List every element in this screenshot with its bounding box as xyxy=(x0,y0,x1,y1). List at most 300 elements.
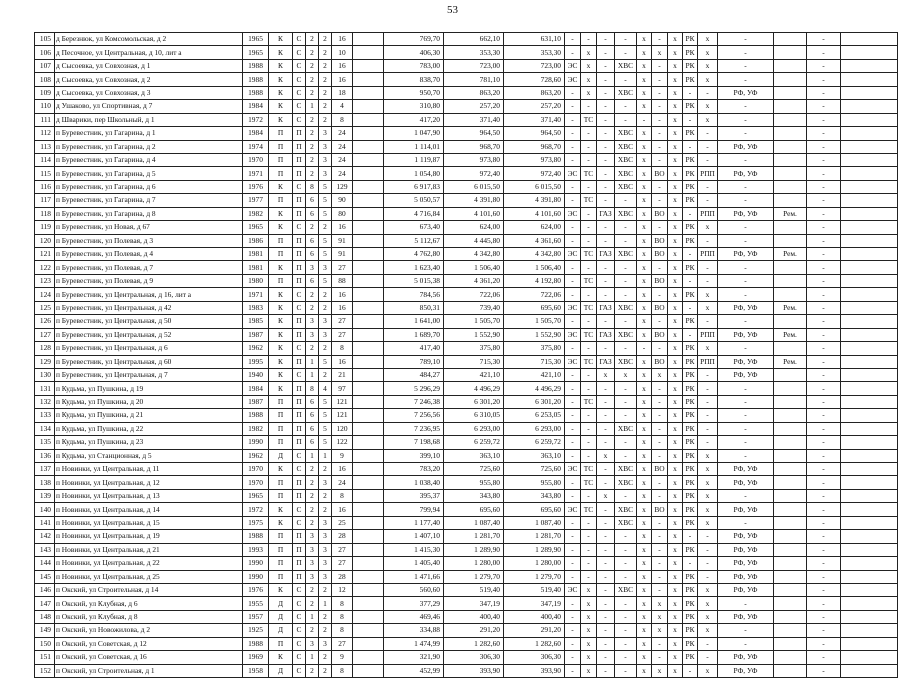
cell-empty xyxy=(841,409,898,422)
cell-c3: - xyxy=(597,33,615,46)
cell-fl2: 90 xyxy=(332,194,353,207)
cell-s3: 421,10 xyxy=(504,368,565,381)
cell-s2: 4 445,80 xyxy=(444,234,504,247)
cell-c8: - xyxy=(683,301,698,314)
cell-empty xyxy=(841,59,898,72)
cell-c6: - xyxy=(652,100,668,113)
cell-c1: - xyxy=(565,597,581,610)
cell-no: 151 xyxy=(35,651,55,664)
cell-s2: 1 281,70 xyxy=(444,530,504,543)
cell-c10: - xyxy=(718,597,774,610)
cell-c3: х xyxy=(597,449,615,462)
cell-a: С xyxy=(293,651,306,664)
cell-c10: - xyxy=(718,436,774,449)
cell-c12: - xyxy=(807,570,841,583)
cell-c12: - xyxy=(807,180,841,193)
cell-s2: 4 342,80 xyxy=(444,248,504,261)
cell-c9: х xyxy=(698,449,718,462)
cell-c3: - xyxy=(597,315,615,328)
cell-c4: - xyxy=(615,288,637,301)
cell-s3: 624,00 xyxy=(504,221,565,234)
cell-s1: 673,40 xyxy=(384,221,444,234)
cell-c1: - xyxy=(565,33,581,46)
cell-no: 118 xyxy=(35,207,55,220)
cell-c1: - xyxy=(565,86,581,99)
cell-c3: - xyxy=(597,664,615,677)
cell-addr: д Сысоевка, ул Совхозная, д 1 xyxy=(55,59,243,72)
cell-c10: - xyxy=(718,221,774,234)
cell-a: С xyxy=(293,221,306,234)
cell-c9: х xyxy=(698,489,718,502)
cell-addr: п Кудьма, ул Пушкина, д 20 xyxy=(55,395,243,408)
cell-empty xyxy=(353,610,384,623)
cell-empty xyxy=(353,140,384,153)
cell-a: С xyxy=(293,180,306,193)
cell-c1: ЭС xyxy=(565,328,581,341)
cell-c5: х xyxy=(637,610,652,623)
cell-en: 5 xyxy=(319,234,332,247)
cell-a: С xyxy=(293,503,306,516)
cell-c9: - xyxy=(698,651,718,664)
cell-c1: - xyxy=(565,409,581,422)
cell-year: 1965 xyxy=(243,221,269,234)
cell-a: П xyxy=(293,409,306,422)
cell-wall: Д xyxy=(269,597,293,610)
cell-wall: К xyxy=(269,261,293,274)
cell-empty xyxy=(353,624,384,637)
cell-empty xyxy=(841,127,898,140)
cell-empty xyxy=(353,651,384,664)
cell-c12: - xyxy=(807,557,841,570)
cell-en: 2 xyxy=(319,489,332,502)
cell-s3: 1 280,00 xyxy=(504,557,565,570)
cell-empty xyxy=(353,261,384,274)
cell-s3: 353,30 xyxy=(504,46,565,59)
cell-empty xyxy=(353,543,384,556)
cell-c9: - xyxy=(698,140,718,153)
table-row xyxy=(35,395,898,408)
cell-c3: - xyxy=(597,409,615,422)
cell-en: 2 xyxy=(319,86,332,99)
cell-c10: - xyxy=(718,516,774,529)
cell-c9: х xyxy=(698,301,718,314)
cell-empty xyxy=(841,489,898,502)
cell-fl: 6 xyxy=(306,194,319,207)
cell-fl: 2 xyxy=(306,597,319,610)
cell-c4: - xyxy=(615,382,637,395)
cell-c4: - xyxy=(615,73,637,86)
cell-c7: х xyxy=(668,342,683,355)
cell-c8: - xyxy=(683,664,698,677)
cell-fl2: 16 xyxy=(332,288,353,301)
cell-c2: - xyxy=(581,100,597,113)
cell-no: 135 xyxy=(35,436,55,449)
cell-s2: 291,20 xyxy=(444,624,504,637)
cell-c11 xyxy=(774,180,807,193)
cell-c5: х xyxy=(637,73,652,86)
cell-c9: х xyxy=(698,664,718,677)
cell-s1: 838,70 xyxy=(384,73,444,86)
cell-en: 2 xyxy=(319,664,332,677)
cell-c7: х xyxy=(668,288,683,301)
cell-c1: - xyxy=(565,288,581,301)
cell-wall: К xyxy=(269,100,293,113)
cell-empty xyxy=(841,221,898,234)
cell-fl: 3 xyxy=(306,570,319,583)
cell-year: 1983 xyxy=(243,301,269,314)
cell-c3: - xyxy=(597,342,615,355)
cell-fl2: 16 xyxy=(332,355,353,368)
cell-s2: 1 506,40 xyxy=(444,261,504,274)
cell-c3: - xyxy=(597,516,615,529)
cell-wall: П xyxy=(269,436,293,449)
cell-en: 1 xyxy=(319,597,332,610)
cell-empty xyxy=(353,516,384,529)
cell-c10: - xyxy=(718,409,774,422)
cell-addr: п Буревестник, ул Гагарина, д 2 xyxy=(55,140,243,153)
cell-s3: 715,30 xyxy=(504,355,565,368)
cell-empty xyxy=(353,597,384,610)
cell-c9: х xyxy=(698,476,718,489)
cell-a: С xyxy=(293,301,306,314)
cell-s1: 1 474,99 xyxy=(384,637,444,650)
cell-empty xyxy=(353,368,384,381)
cell-no: 110 xyxy=(35,100,55,113)
cell-fl: 2 xyxy=(306,503,319,516)
cell-no: 108 xyxy=(35,73,55,86)
cell-addr: п Новинки, ул Центральная, д 15 xyxy=(55,516,243,529)
table-row xyxy=(35,315,898,328)
cell-fl2: 9 xyxy=(332,651,353,664)
cell-fl: 2 xyxy=(306,33,319,46)
table-row xyxy=(35,221,898,234)
cell-c4: х xyxy=(615,368,637,381)
cell-en: 2 xyxy=(319,221,332,234)
cell-a: С xyxy=(293,637,306,650)
cell-fl: 2 xyxy=(306,664,319,677)
cell-c5: х xyxy=(637,422,652,435)
cell-c2: - xyxy=(581,315,597,328)
cell-c12: - xyxy=(807,86,841,99)
cell-addr: д Сысоевка, ул Совхозная, д 3 xyxy=(55,86,243,99)
cell-c5: х xyxy=(637,409,652,422)
cell-fl: 1 xyxy=(306,355,319,368)
cell-year: 1988 xyxy=(243,73,269,86)
cell-en: 5 xyxy=(319,194,332,207)
cell-c3: ГАЗ xyxy=(597,328,615,341)
cell-no: 152 xyxy=(35,664,55,677)
cell-c9: - xyxy=(698,274,718,287)
cell-empty xyxy=(353,288,384,301)
cell-c8: РК xyxy=(683,597,698,610)
cell-c5: х xyxy=(637,86,652,99)
cell-addr: п Новинки, ул Центральная, д 22 xyxy=(55,557,243,570)
cell-c10: РФ, УФ xyxy=(718,570,774,583)
cell-c8: РК xyxy=(683,33,698,46)
cell-c11 xyxy=(774,315,807,328)
cell-empty xyxy=(841,463,898,476)
cell-fl2: 24 xyxy=(332,127,353,140)
cell-c3: - xyxy=(597,86,615,99)
cell-en: 3 xyxy=(319,167,332,180)
cell-a: П xyxy=(293,127,306,140)
cell-c5: х xyxy=(637,315,652,328)
cell-c6: ВО xyxy=(652,463,668,476)
cell-c9: х xyxy=(698,59,718,72)
cell-en: 3 xyxy=(319,516,332,529)
cell-c12: - xyxy=(807,516,841,529)
cell-fl2: 8 xyxy=(332,597,353,610)
cell-s3: 973,80 xyxy=(504,153,565,166)
cell-c2: ТС xyxy=(581,274,597,287)
cell-c11 xyxy=(774,153,807,166)
cell-no: 136 xyxy=(35,449,55,462)
cell-c4: - xyxy=(615,46,637,59)
cell-c11 xyxy=(774,503,807,516)
cell-c9: х xyxy=(698,221,718,234)
cell-fl: 6 xyxy=(306,234,319,247)
cell-addr: п Буревестник, ул Центральная, д 52 xyxy=(55,328,243,341)
cell-c4: - xyxy=(615,100,637,113)
cell-c9: - xyxy=(698,180,718,193)
cell-fl: 3 xyxy=(306,637,319,650)
cell-c9: - xyxy=(698,409,718,422)
cell-s1: 417,20 xyxy=(384,113,444,126)
cell-empty xyxy=(841,100,898,113)
cell-s1: 1 047,90 xyxy=(384,127,444,140)
cell-c1: - xyxy=(565,234,581,247)
cell-c8: - xyxy=(683,530,698,543)
cell-year: 1990 xyxy=(243,557,269,570)
cell-addr: п Кудьма, ул Станционная, д 5 xyxy=(55,449,243,462)
cell-empty xyxy=(353,73,384,86)
cell-c8: РК xyxy=(683,342,698,355)
cell-wall: К xyxy=(269,59,293,72)
cell-c12: - xyxy=(807,127,841,140)
cell-fl2: 21 xyxy=(332,368,353,381)
cell-fl: 6 xyxy=(306,248,319,261)
cell-a: П xyxy=(293,570,306,583)
cell-empty xyxy=(841,234,898,247)
cell-empty xyxy=(841,557,898,570)
cell-c6: - xyxy=(652,409,668,422)
cell-fl: 6 xyxy=(306,409,319,422)
cell-c10: - xyxy=(718,489,774,502)
cell-wall: Д xyxy=(269,610,293,623)
cell-no: 133 xyxy=(35,409,55,422)
cell-c6: - xyxy=(652,543,668,556)
cell-s1: 7 236,95 xyxy=(384,422,444,435)
cell-s2: 6 293,00 xyxy=(444,422,504,435)
cell-c4: ХВС xyxy=(615,86,637,99)
cell-c2: - xyxy=(581,342,597,355)
cell-c11 xyxy=(774,140,807,153)
cell-c5: х xyxy=(637,489,652,502)
cell-c7: х xyxy=(668,664,683,677)
cell-c7: х xyxy=(668,597,683,610)
cell-s2: 1 282,60 xyxy=(444,637,504,650)
cell-c5: х xyxy=(637,651,652,664)
cell-c5: х xyxy=(637,355,652,368)
cell-a: С xyxy=(293,59,306,72)
cell-c9: - xyxy=(698,153,718,166)
cell-c6: х xyxy=(652,664,668,677)
cell-no: 121 xyxy=(35,248,55,261)
cell-c12: - xyxy=(807,624,841,637)
cell-s3: 725,60 xyxy=(504,463,565,476)
cell-c12: - xyxy=(807,530,841,543)
cell-c7: х xyxy=(668,261,683,274)
cell-wall: К xyxy=(269,288,293,301)
cell-c2: ТС xyxy=(581,395,597,408)
cell-c2: - xyxy=(581,543,597,556)
cell-s3: 306,30 xyxy=(504,651,565,664)
cell-s1: 4 716,84 xyxy=(384,207,444,220)
cell-c7: х xyxy=(668,503,683,516)
cell-no: 134 xyxy=(35,422,55,435)
cell-c12: - xyxy=(807,503,841,516)
cell-c9: РПП xyxy=(698,328,718,341)
cell-s3: 968,70 xyxy=(504,140,565,153)
cell-a: С xyxy=(293,113,306,126)
cell-en: 3 xyxy=(319,140,332,153)
cell-no: 137 xyxy=(35,463,55,476)
cell-c12: - xyxy=(807,597,841,610)
table-row xyxy=(35,207,898,220)
cell-addr: п Буревестник, ул Центральная, д 60 xyxy=(55,355,243,368)
cell-c8: - xyxy=(683,248,698,261)
cell-c12: - xyxy=(807,113,841,126)
cell-year: 1987 xyxy=(243,395,269,408)
cell-c11 xyxy=(774,127,807,140)
cell-addr: д Ушаково, ул Спортивная, д 7 xyxy=(55,100,243,113)
cell-c8: РК xyxy=(683,288,698,301)
table-row xyxy=(35,557,898,570)
cell-c4: ХВС xyxy=(615,328,637,341)
cell-c12: - xyxy=(807,422,841,435)
cell-s2: 973,80 xyxy=(444,153,504,166)
cell-s2: 6 301,20 xyxy=(444,395,504,408)
cell-empty xyxy=(841,610,898,623)
cell-c1: - xyxy=(565,127,581,140)
cell-s1: 1 641,00 xyxy=(384,315,444,328)
cell-wall: Д xyxy=(269,624,293,637)
cell-en: 2 xyxy=(319,624,332,637)
cell-c6: - xyxy=(652,516,668,529)
cell-a: С xyxy=(293,73,306,86)
cell-addr: д Сысоевка, ул Совхозная, д 2 xyxy=(55,73,243,86)
cell-fl2: 27 xyxy=(332,315,353,328)
cell-s2: 964,50 xyxy=(444,127,504,140)
cell-s2: 695,60 xyxy=(444,503,504,516)
cell-c11 xyxy=(774,261,807,274)
cell-no: 132 xyxy=(35,395,55,408)
cell-c7: х xyxy=(668,651,683,664)
cell-c7: х xyxy=(668,86,683,99)
table-row xyxy=(35,637,898,650)
cell-wall: П xyxy=(269,127,293,140)
cell-c10: - xyxy=(718,33,774,46)
cell-c1: - xyxy=(565,194,581,207)
table-row xyxy=(35,409,898,422)
cell-year: 1985 xyxy=(243,315,269,328)
cell-a: П xyxy=(293,422,306,435)
cell-c3: - xyxy=(597,100,615,113)
cell-wall: П xyxy=(269,194,293,207)
cell-fl2: 120 xyxy=(332,422,353,435)
cell-c11 xyxy=(774,73,807,86)
cell-c5: х xyxy=(637,516,652,529)
cell-empty xyxy=(841,624,898,637)
cell-c7: х xyxy=(668,463,683,476)
cell-c6: - xyxy=(652,315,668,328)
cell-year: 1984 xyxy=(243,100,269,113)
cell-c5: х xyxy=(637,476,652,489)
cell-a: С xyxy=(293,368,306,381)
cell-c2: х xyxy=(581,46,597,59)
cell-c12: - xyxy=(807,382,841,395)
cell-empty xyxy=(841,516,898,529)
cell-c3: - xyxy=(597,637,615,650)
table-row xyxy=(35,610,898,623)
cell-s2: 6 259,72 xyxy=(444,436,504,449)
cell-c6: - xyxy=(652,180,668,193)
cell-c3: - xyxy=(597,395,615,408)
cell-no: 149 xyxy=(35,624,55,637)
cell-year: 1982 xyxy=(243,422,269,435)
cell-no: 124 xyxy=(35,288,55,301)
cell-empty xyxy=(353,315,384,328)
cell-c8: - xyxy=(683,557,698,570)
cell-c10: РФ, УФ xyxy=(718,167,774,180)
cell-no: 140 xyxy=(35,503,55,516)
cell-empty xyxy=(353,86,384,99)
cell-c1: - xyxy=(565,557,581,570)
cell-c10: - xyxy=(718,127,774,140)
cell-fl: 2 xyxy=(306,583,319,596)
cell-s1: 5 050,57 xyxy=(384,194,444,207)
cell-s1: 799,94 xyxy=(384,503,444,516)
cell-wall: П xyxy=(269,476,293,489)
cell-en: 2 xyxy=(319,503,332,516)
cell-empty xyxy=(353,530,384,543)
cell-c9: - xyxy=(698,127,718,140)
cell-c5: х xyxy=(637,194,652,207)
cell-c2: - xyxy=(581,33,597,46)
cell-c11 xyxy=(774,86,807,99)
cell-c12: - xyxy=(807,33,841,46)
cell-addr: п Новинки, ул Центральная, д 14 xyxy=(55,503,243,516)
cell-fl2: 27 xyxy=(332,261,353,274)
cell-addr: п Окский, ул Клубная, д 6 xyxy=(55,597,243,610)
cell-s1: 1 407,10 xyxy=(384,530,444,543)
cell-c4: ХВС xyxy=(615,583,637,596)
cell-c12: - xyxy=(807,637,841,650)
cell-s1: 950,70 xyxy=(384,86,444,99)
cell-c8: РК xyxy=(683,489,698,502)
cell-c8: - xyxy=(683,274,698,287)
table-row xyxy=(35,167,898,180)
table-row xyxy=(35,583,898,596)
cell-year: 1972 xyxy=(243,113,269,126)
cell-c3: - xyxy=(597,557,615,570)
cell-fl2: 27 xyxy=(332,328,353,341)
cell-s2: 781,10 xyxy=(444,73,504,86)
cell-addr: п Буревестник, ул Полевая, д 4 xyxy=(55,248,243,261)
cell-en: 5 xyxy=(319,207,332,220)
cell-no: 125 xyxy=(35,301,55,314)
cell-c7: х xyxy=(668,140,683,153)
